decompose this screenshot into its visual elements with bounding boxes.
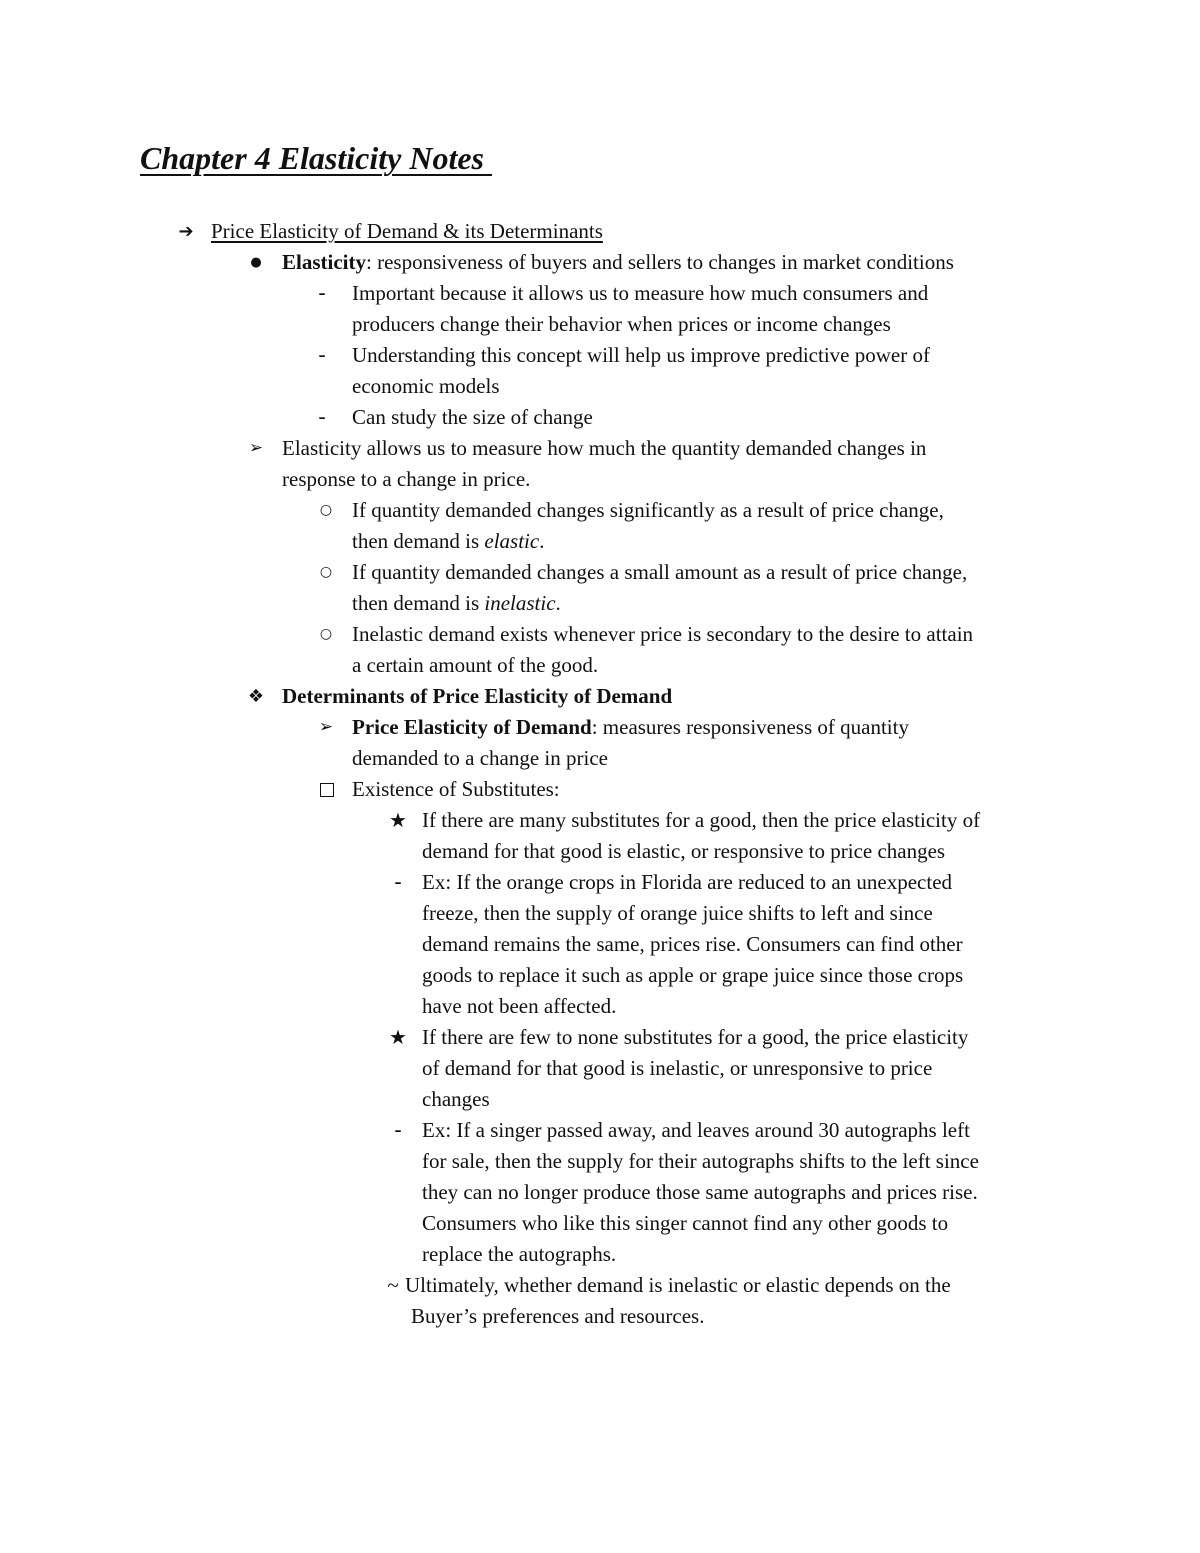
circle-text: If quantity demanded changes a small amount as a result of price change, xyxy=(352,560,968,584)
text-part: then demand is xyxy=(352,591,485,615)
dash-text: economic models xyxy=(352,374,500,398)
emphasis-inelastic: inelastic xyxy=(484,591,556,615)
term-elasticity: Elasticity xyxy=(282,250,366,274)
star-text: of demand for that good is inelastic, or unresponsive to price xyxy=(422,1056,933,1080)
ped-text: demanded to a change in price xyxy=(352,746,608,770)
section-heading: Price Elasticity of Demand & its Determinants xyxy=(211,219,603,243)
text-part: . xyxy=(539,529,545,553)
definition-text: : responsiveness of buyers and sellers to changes in market conditions xyxy=(366,250,954,274)
dash-text: Can study the size of change xyxy=(352,405,593,429)
example-text: they can no longer produce those same autographs and prices rise. xyxy=(422,1180,978,1204)
triangle-arrow-icon: ➢ xyxy=(318,717,334,737)
example-text: have not been affected. xyxy=(422,994,617,1018)
arrow-text: response to a change in price. xyxy=(282,467,531,491)
emphasis-elastic: elastic xyxy=(484,529,540,553)
dash-icon: - xyxy=(318,343,326,367)
checkbox-icon xyxy=(320,783,334,797)
conclusion-text: Ultimately, whether demand is inelastic or elastic depends on the xyxy=(405,1273,951,1297)
example-text: Consumers who like this singer cannot find any other goods to xyxy=(422,1211,949,1235)
star-icon: ★ xyxy=(389,1025,407,1049)
dash-text: producers change their behavior when prices or income changes xyxy=(352,312,891,336)
example-text: Ex: If the orange crops in Florida are reduced to an unexpected xyxy=(422,870,953,894)
text-part: . xyxy=(555,591,561,615)
example-text: goods to replace it such as apple or grape juice since those crops xyxy=(422,963,964,987)
example-text: for sale, then the supply for their autographs shifts to the left since xyxy=(422,1149,979,1173)
arrow-right-icon: ➔ xyxy=(178,221,194,242)
definition-text: : measures responsiveness of quantity xyxy=(591,715,909,739)
page-title: Chapter 4 Elasticity Notes xyxy=(140,140,492,176)
dash-icon: - xyxy=(394,1118,402,1142)
circle-text: Inelastic demand exists whenever price is secondary to the desire to attain xyxy=(352,622,974,646)
hollow-circle-icon: ○ xyxy=(319,564,333,580)
star-text: changes xyxy=(422,1087,490,1111)
dash-icon: - xyxy=(394,870,402,894)
circle-text xyxy=(352,526,544,557)
dash-text: Important because it allows us to measure how much consumers and xyxy=(352,281,929,305)
circle-text: If quantity demanded changes significantly as a result of price change, xyxy=(352,498,944,522)
example-text: replace the autographs. xyxy=(422,1242,617,1266)
subsection-heading: Determinants of Price Elasticity of Demand xyxy=(282,684,673,708)
star-text: demand for that good is elastic, or responsive to price changes xyxy=(422,839,946,863)
diamond-icon: ❖ xyxy=(247,686,265,707)
star-text: If there are many substitutes for a good, then the price elasticity of xyxy=(422,808,981,832)
term-ped: Price Elasticity of Demand xyxy=(352,715,592,739)
substitutes-label: Existence of Substitutes: xyxy=(352,777,560,801)
hollow-circle-icon: ○ xyxy=(319,626,333,642)
star-icon: ★ xyxy=(389,808,407,832)
dash-text: Understanding this concept will help us improve predictive power of xyxy=(352,343,930,367)
ped-definition xyxy=(352,712,909,743)
triangle-arrow-icon: ➢ xyxy=(248,438,264,458)
circle-text: a certain amount of the good. xyxy=(352,653,599,677)
bullet-dot-icon: ● xyxy=(250,255,262,270)
conclusion-text: Buyer’s preferences and resources. xyxy=(411,1304,705,1328)
dash-icon: - xyxy=(318,281,326,305)
circle-text xyxy=(352,588,561,619)
arrow-text: Elasticity allows us to measure how much the quantity demanded changes in xyxy=(282,436,927,460)
elasticity-definition xyxy=(282,247,954,278)
example-text: demand remains the same, prices rise. Consumers can find other xyxy=(422,932,963,956)
hollow-circle-icon: ○ xyxy=(319,502,333,518)
example-text: Ex: If a singer passed away, and leaves around 30 autographs left xyxy=(422,1118,970,1142)
example-text: freeze, then the supply of orange juice shifts to left and since xyxy=(422,901,933,925)
tilde-icon: ~ xyxy=(387,1273,399,1297)
dash-icon: - xyxy=(318,405,326,429)
star-text: If there are few to none substitutes for a good, the price elasticity xyxy=(422,1025,969,1049)
text-part: then demand is xyxy=(352,529,485,553)
